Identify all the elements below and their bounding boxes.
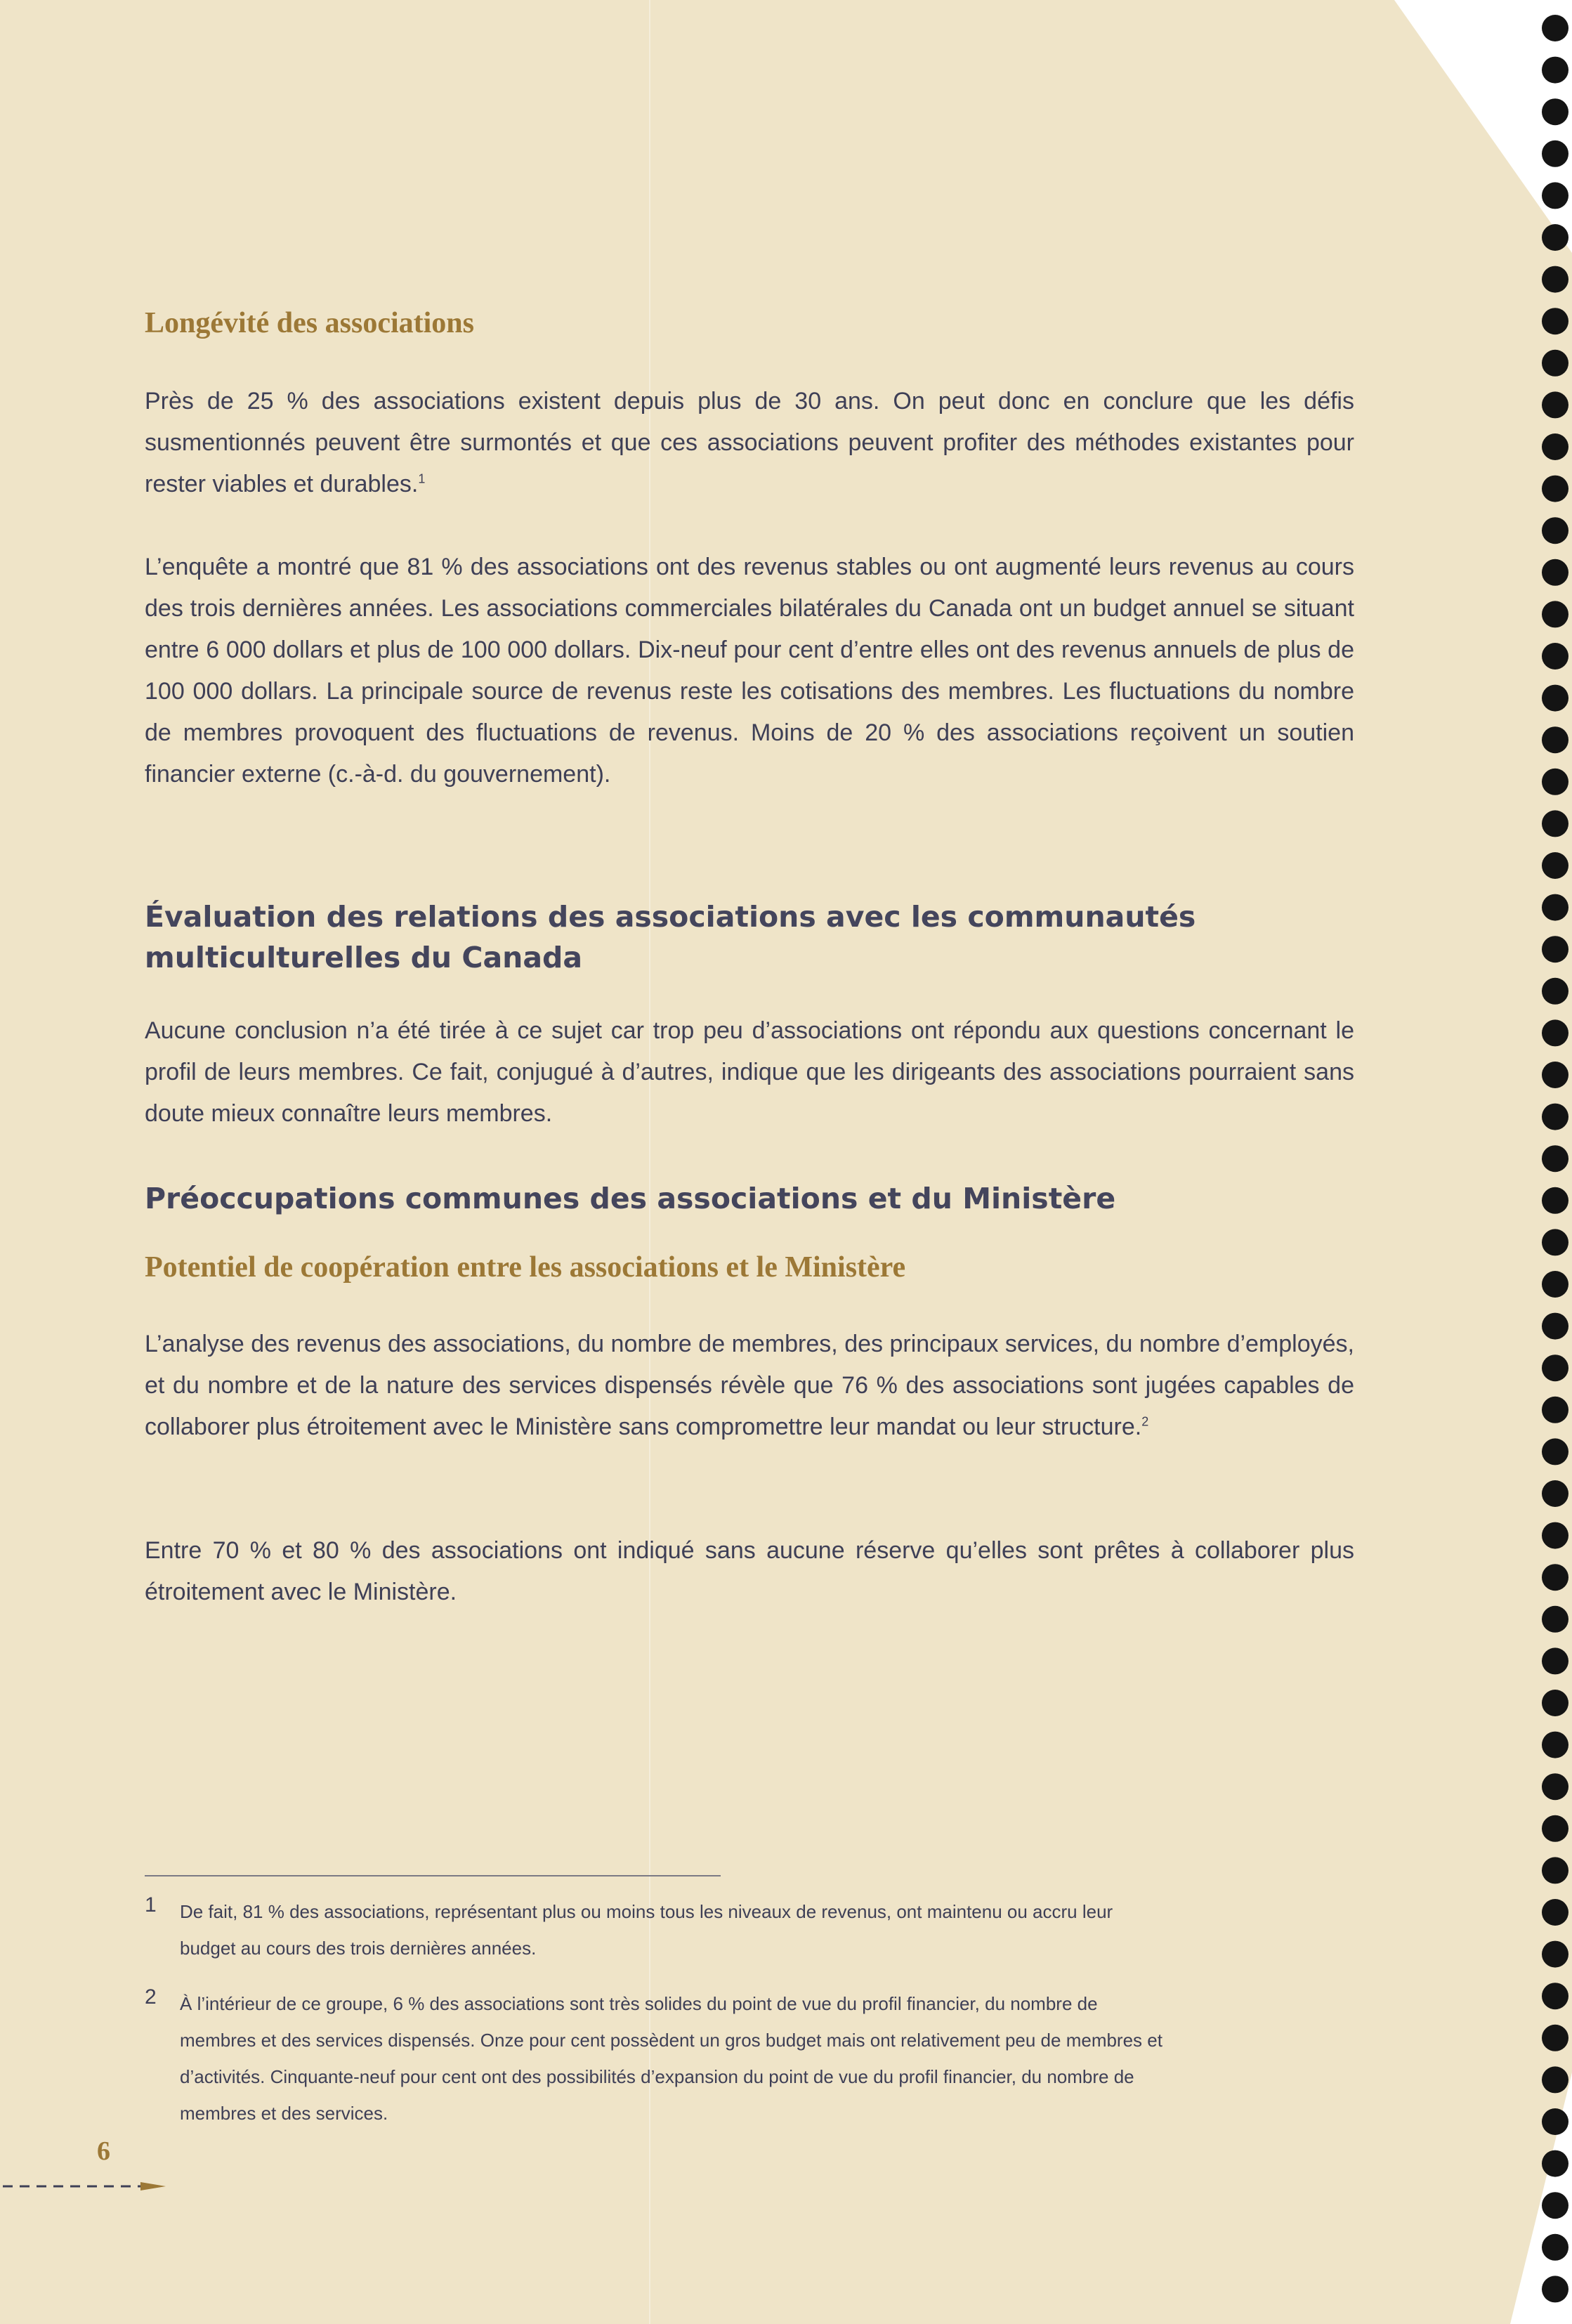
binding-hole: [1542, 559, 1568, 586]
binding-hole: [1542, 936, 1568, 962]
binding-hole: [1542, 2150, 1568, 2177]
binding-hole: [1542, 350, 1568, 377]
binding-hole: [1542, 182, 1568, 209]
binding-hole: [1542, 769, 1568, 795]
binding-hole: [1542, 1480, 1568, 1507]
paragraph-longevite: [145, 381, 1354, 505]
binding-hole: [1542, 601, 1568, 627]
paragraph-potentiel-text: L’analyse des revenus des associations, du nombre de membres, des principaux services, du nombre d’employés, et du nombre et de la nature des services dispensés révèle que 76 % des associations sont jugées capables de collaborer plus étroitement avec le Ministère sans compromettre leur mandat ou leur structure.: [145, 1331, 1354, 1440]
binding-hole: [1542, 1187, 1568, 1214]
footnote-text: À l’intérieur de ce groupe, 6 % des associations sont très solides du point de vue du profil financier, du nombre de membres et des services dispensés. Onze pour cent possèdent un gros budget mais ont relativement peu de membres et d’activités. Cinquante-neuf pour cent ont des possibilités d’expansion du point de vue du profil financier, du nombre de membres et des services.: [180, 1993, 1162, 2124]
fold-line: [649, 0, 650, 2324]
binding-hole: [1542, 2108, 1568, 2135]
page-number: 6: [97, 2136, 110, 2166]
binding-hole: [1542, 1397, 1568, 1423]
binding-hole: [1542, 1899, 1568, 1926]
binding-hole: [1542, 1271, 1568, 1298]
paragraph-longevite-text: Près de 25 % des associations existent depuis plus de 30 ans. On peut donc en conclure que les défis susmentionnés peuvent être surmontés et que ces associations peuvent profiter des méthodes existantes pour rester viables et durables.: [145, 388, 1354, 497]
binding-hole: [1542, 2276, 1568, 2302]
binding-hole: [1542, 2234, 1568, 2261]
binding-hole: [1542, 1983, 1568, 2009]
binding-hole: [1542, 894, 1568, 921]
binding-hole: [1542, 1690, 1568, 1716]
heading-preoccupations: Préoccupations communes des associations et du Ministère: [145, 1182, 1116, 1215]
binding-hole: [1542, 643, 1568, 670]
footnote-ref-1[interactable]: 1: [418, 471, 426, 486]
binding-hole: [1542, 852, 1568, 879]
paragraph-collaboration: Entre 70 % et 80 % des associations ont indiqué sans aucune réserve qu’elles sont prêtes à collaborer plus étroitement avec le Ministère.: [145, 1537, 1354, 1605]
heading-longevite: Longévité des associations: [145, 307, 475, 339]
binding-hole: [1542, 1815, 1568, 1842]
binding-hole: [1542, 1647, 1568, 1674]
binding-hole: [1542, 224, 1568, 251]
binding-hole: [1542, 98, 1568, 125]
binding-hole: [1542, 1941, 1568, 1968]
binding-hole: [1542, 1732, 1568, 1758]
binding-hole: [1542, 1229, 1568, 1255]
binding-hole: [1542, 1522, 1568, 1549]
dashed-arrow-icon: [0, 2181, 169, 2192]
footnote-divider: [145, 1875, 721, 1876]
binding-hole: [1542, 810, 1568, 837]
paragraph-revenus: L’enquête a montré que 81 % des associations ont des revenus stables ou ont augmenté leurs revenus au cours des trois dernières années. Les associations commerciales bilatérales du Canada ont un budget annuel se situant entre 6 000 dollars et plus de 100 000 dollars. Dix-neuf pour cent d’entre elles ont des revenus annuels de plus de 100 000 dollars. La principale source de revenus reste les cotisations des membres. Les fluctuations du nombre de membres provoquent des fluctuations de revenus. Moins de 20 % des associations reçoivent un soutien financier externe (c.-à-d. du gouvernement).: [145, 554, 1354, 788]
binding-hole: [1542, 1606, 1568, 1633]
binding-hole: [1542, 1354, 1568, 1381]
binding-hole: [1542, 1564, 1568, 1591]
heading-evaluation: Évaluation des relations des associations avec les communautés multiculturelles du Canada: [145, 900, 1196, 974]
binding-hole: [1542, 2192, 1568, 2219]
footnote-number: 1: [145, 1893, 157, 1917]
footnote-number: 2: [145, 1985, 157, 2009]
binding-hole: [1542, 1019, 1568, 1046]
binding-hole: [1542, 1313, 1568, 1340]
binding-hole: [1542, 15, 1568, 41]
paragraph-potentiel: [145, 1324, 1354, 1448]
footnote-ref-2[interactable]: 2: [1141, 1414, 1149, 1429]
binding-hole: [1542, 141, 1568, 167]
binding-hole: [1542, 1773, 1568, 1800]
spiral-binding: [1533, 0, 1572, 2324]
binding-hole: [1542, 476, 1568, 502]
binding-hole: [1542, 57, 1568, 84]
binding-hole: [1542, 1062, 1568, 1088]
binding-hole: [1542, 685, 1568, 712]
binding-hole: [1542, 391, 1568, 418]
footnote-text: De fait, 81 % des associations, représentant plus ou moins tous les niveaux de revenus, ont maintenu ou accru leur budget au cours des trois dernières années.: [180, 1901, 1113, 1959]
binding-hole: [1542, 517, 1568, 544]
binding-hole: [1542, 1104, 1568, 1130]
binding-hole: [1542, 978, 1568, 1005]
binding-hole: [1542, 2025, 1568, 2051]
binding-hole: [1542, 2066, 1568, 2093]
binding-hole: [1542, 1438, 1568, 1465]
binding-hole: [1542, 1145, 1568, 1172]
binding-hole: [1542, 1857, 1568, 1884]
binding-hole: [1542, 308, 1568, 334]
binding-hole: [1542, 266, 1568, 293]
binding-hole: [1542, 433, 1568, 460]
binding-hole: [1542, 726, 1568, 753]
paragraph-evaluation: Aucune conclusion n’a été tirée à ce sujet car trop peu d’associations ont répondu aux questions concernant le profil de leurs membres. Ce fait, conjugué à d’autres, indique que les dirigeants des associations pourraient sans doute mieux connaître leurs membres.: [145, 1017, 1354, 1127]
heading-potentiel: Potentiel de coopération entre les associations et le Ministère: [145, 1251, 906, 1284]
